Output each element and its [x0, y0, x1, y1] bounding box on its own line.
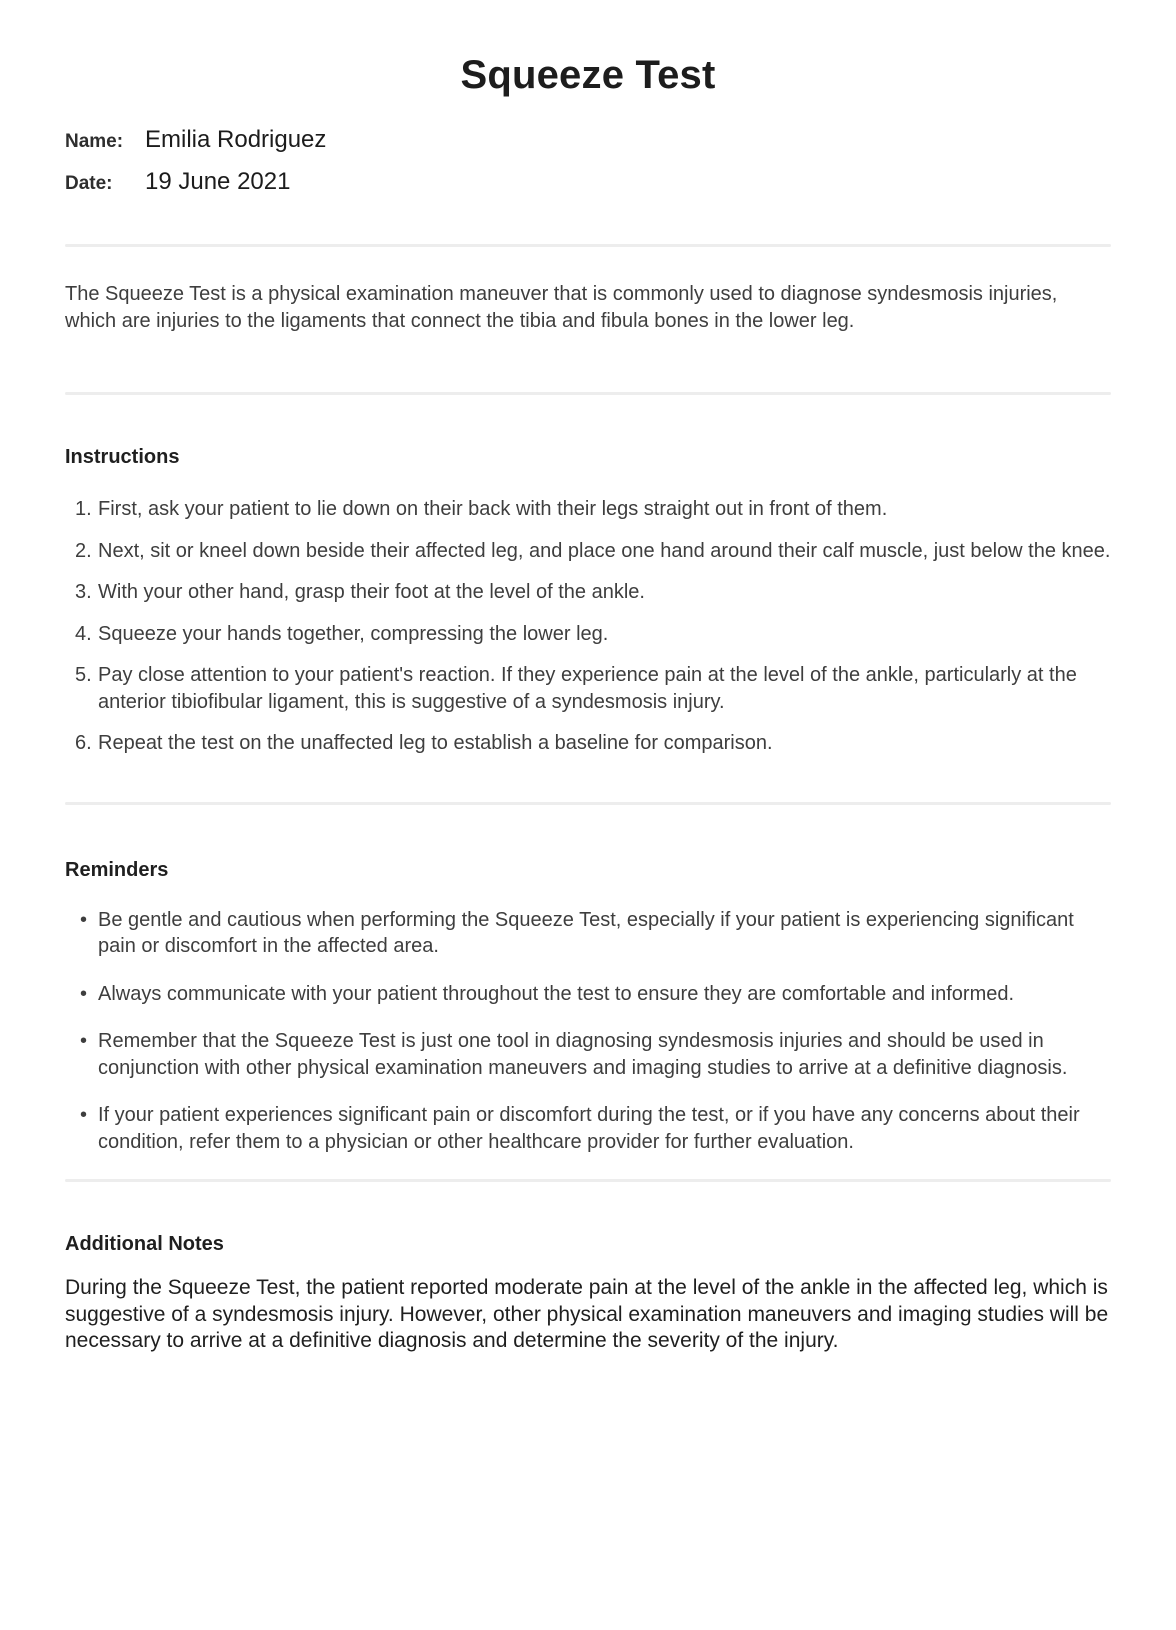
instruction-item: First, ask your patient to lie down on their back with their legs straight out in front of them.	[98, 498, 888, 520]
section-divider	[65, 802, 1111, 805]
instructions-list	[65, 496, 1111, 757]
reminder-item: • Remember that the Squeeze Test is just one tool in diagnosing syndesmosis injuries and should be used in conjunction with other physical examination maneuvers and imaging studies to arrive at a definitive diagnosis.	[65, 1028, 1111, 1081]
section-divider	[65, 244, 1111, 247]
date-field-label: Date:	[65, 173, 113, 194]
additional-notes-paragraph: During the Squeeze Test, the patient reported moderate pain at the level of the ankle in the affected leg, which is suggestive of a syndesmosis injury. However, other physical examination maneuvers and imaging studies will be necessary to arrive at a definitive diagnosis and determine the severity of the injury.	[65, 1276, 1109, 1352]
date-field-value: 19 June 2021	[145, 168, 291, 195]
patient-fields	[65, 124, 1111, 198]
additional-notes-heading: Additional Notes	[65, 1233, 224, 1255]
reminder-item: • Always communicate with your patient throughout the test to ensure they are comfortable and informed.	[65, 981, 1111, 1008]
reminders-list	[65, 907, 1111, 1156]
reminder-item: • Be gentle and cautious when performing the Squeeze Test, especially if your patient is experiencing significant pain or discomfort in the affected area.	[65, 907, 1111, 960]
name-field-value: Emilia Rodriguez	[145, 126, 327, 153]
page-title: Squeeze Test	[460, 53, 716, 97]
section-divider	[65, 392, 1111, 395]
instruction-item: Repeat the test on the unaffected leg to establish a baseline for comparison.	[98, 732, 773, 754]
reminders-heading: Reminders	[65, 858, 169, 881]
instruction-item: Pay close attention to your patient's reaction. If they experience pain at the level of the ankle, particularly at the anterior tibiofibular ligament, this is suggestive of a syndesmosis injury.	[98, 664, 1077, 713]
instruction-item: Next, sit or kneel down beside their affected leg, and place one hand around their calf muscle, just below the knee.	[98, 539, 1111, 562]
instruction-item: Squeeze your hands together, compressing the lower leg.	[98, 622, 609, 645]
instructions-heading: Instructions	[65, 446, 180, 468]
instruction-item: With your other hand, grasp their foot at the level of the ankle.	[98, 581, 645, 603]
reminder-item: • If your patient experiences significant pain or discomfort during the test, or if you have any concerns about their condition, refer them to a physician or other healthcare provider for further evaluation.	[65, 1102, 1111, 1155]
name-field	[65, 124, 1111, 156]
section-divider	[65, 1179, 1111, 1182]
name-field-label: Name:	[65, 131, 124, 152]
date-field	[65, 166, 1111, 198]
intro-paragraph: The Squeeze Test is a physical examination maneuver that is commonly used to diagnose syndesmosis injuries, which are injuries to the ligaments that connect the tibia and fibula bones in the lower leg.	[65, 283, 1058, 332]
